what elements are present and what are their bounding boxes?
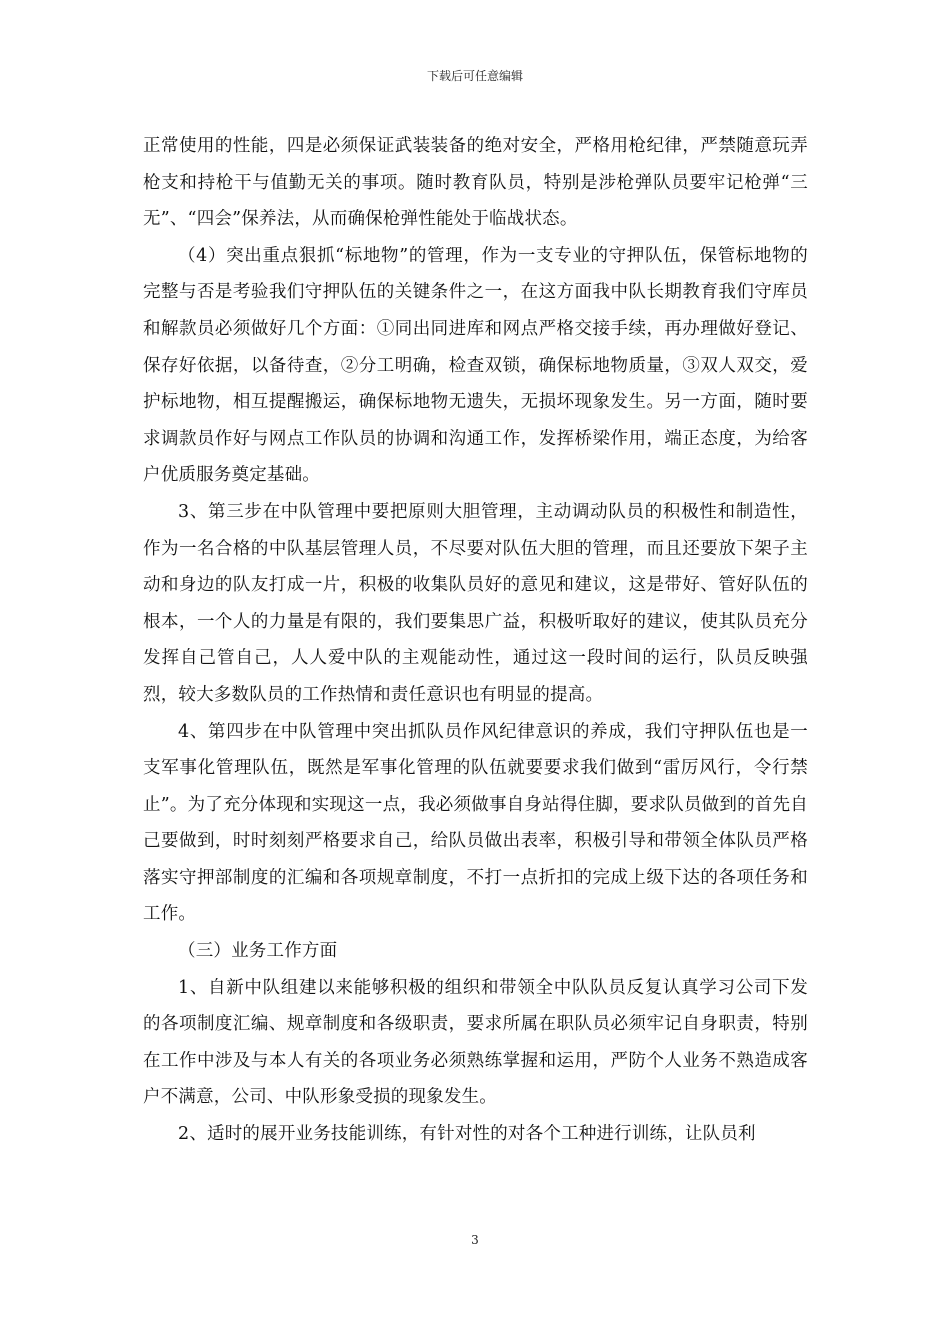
paragraph-step-3: 3、第三步在中队管理中要把原则大胆管理，主动调动队员的积极性和制造性，作为一名合格的中队基层管理人员，不尽要对队伍大胆的管理，而且还要放下架子主动和身边的队友打成一片，积极的收集队员好的意见和建议，这是带好、管好队伍的根本，一个人的力量是有限的，我们要集思广益，积极听取好的建议，使其队员充分发挥自己管自己，人人爱中队的主观能动性，通过这一段时间的运行，队员反映强烈，较大多数队员的工作热情和责任意识也有明显的提高。 (143, 501, 808, 705)
section-heading-business-work: （三）业务工作方面 (178, 941, 338, 962)
page-number: 3 (471, 1233, 479, 1247)
paragraph-step-4: 4、第四步在中队管理中突出抓队员作风纪律意识的养成，我们守押队伍也是一支军事化管理队伍，既然是军事化管理的队伍就要要求我们做到“雷厉风行，令行禁止”。为了充分体现和实现这一点，我必须做事自身站得住脚，要求队员做到的首先自己要做到，时时刻刻严格要求自己，给队员做出表率，积极引导和带领全体队员严格落实守押部制度的汇编和各项规章制度，不打一点折扣的完成上级下达的各项任务和工作。 (143, 721, 808, 925)
paragraph-continuation: 正常使用的性能，四是必须保证武装装备的绝对安全，严格用枪纪律，严禁随意玩弄枪支和持枪干与值勤无关的事项。随时教育队员，特别是涉枪弹队员要牢记枪弹“三无”、“四会”保养法，从而确保枪弹性能处于临战状态。 (143, 136, 808, 230)
paragraph-business-2: 2、适时的展开业务技能训练，有针对性的对各个工种进行训练，让队员利 (178, 1124, 756, 1145)
page-header: 下载后可任意编辑 (426, 69, 523, 83)
paragraph-business-1: 1、自新中队组建以来能够积极的组织和带领全中队队员反复认真学习公司下发的各项制度汇编、规章制度和各级职责，要求所属在职队员必须牢记自身职责，特别在工作中涉及与本人有关的各项业务必须熟练掌握和运用，严防个人业务不熟造成客户不满意，公司、中队形象受损的现象发生。 (143, 977, 808, 1108)
document-body (143, 128, 808, 1153)
paragraph-item-4: （4）突出重点狠抓“标地物”的管理，作为一支专业的守押队伍，保管标地物的完整与否是考验我们守押队伍的关键条件之一，在这方面我中队长期教育我们守库员和解款员必须做好几个方面：①同出同进库和网点严格交接手续，再办理做好登记、保存好依据，以备待查，②分工明确，检查双锁，确保标地物质量，③双人双交，爱护标地物，相互提醒搬运，确保标地物无遗失，无损坏现象发生。另一方面，随时要求调款员作好与网点工作队员的协调和沟通工作，发挥桥梁作用，端正态度，为给客户优质服务奠定基础。 (143, 245, 808, 486)
